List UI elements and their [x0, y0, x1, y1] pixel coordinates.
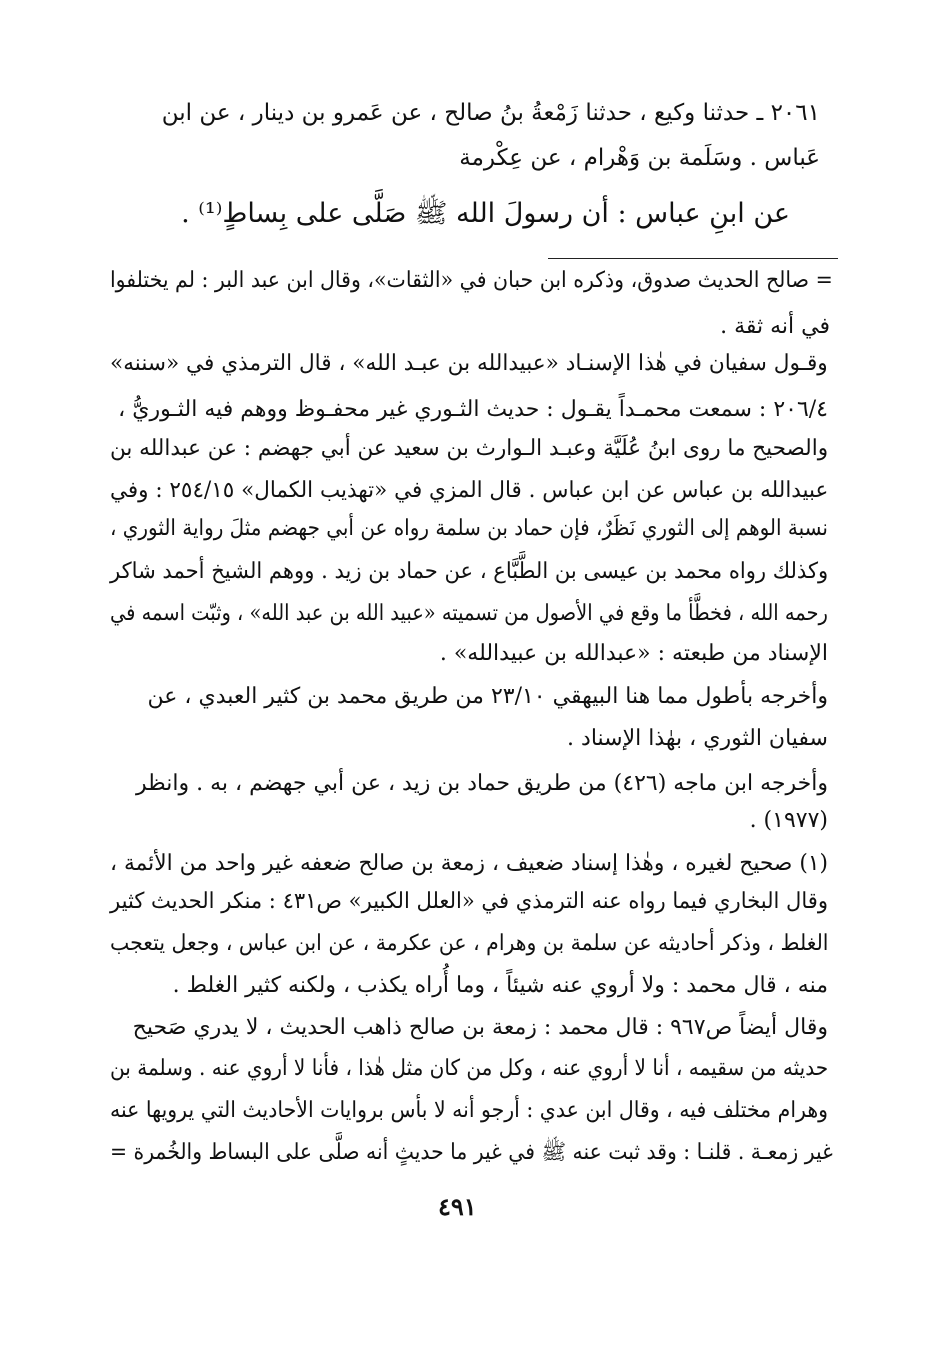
hadith-isnad-line-1: ٢٠٦١ ـ حدثنا وكيع ، حدثنا زَمْعةُ بنُ صالح ، عن عَمرو بن دينار ، عن ابن [161, 100, 820, 126]
footnote-1-line: وقال البخاري فيما رواه عنه الترمذي في «العلل الكبير» ص٤٣١ : منكر الحديث كثير [110, 889, 828, 914]
note-line: وأخرجه ابن ماجه (٤٢٦) من طريق حماد بن زيد ، عن أبي جهضم ، به . وانظر [136, 771, 828, 796]
note-line: وكذلك رواه محمد بن عيسى بن الطَّبَّاع ، عن حماد بن زيد . ووهم الشيخ أحمد شاكر [109, 559, 828, 584]
footnote-1-line: وقال أيضاً ص٩٦٧ : قال محمد : زمعة بن صالح ذاهب الحديث ، لا يدري صَحيح [132, 1015, 828, 1040]
note-line: الإسناد من طبعته : «عبدالله بن عبيدالله» . [439, 641, 828, 666]
note-line: رحمه الله ، فخطَّأ ما وقع في الأصول من تسميته «عبيد الله بن عبد الله» ، وثبّت اسمه في [110, 601, 828, 626]
note-line: وقـول سفيان في هٰذا الإسنـاد «عبيدالله بن عبـد الله» ، قال الترمذي في «سننه» [110, 351, 828, 376]
footnote-1-line: حديثه من سقيمه ، أنا لا أروي عنه ، وكل من كان مثل هٰذا ، فأنا لا أروي عنه . وسلمة بن [109, 1056, 828, 1081]
note-line: ٢٠٦/٤ : سمعت محمـداً يقـول : حديث الثـوري غير محفـوظ ووهم فيه الثـوريُّ ، [118, 397, 828, 422]
footnote-1-line: غير زمعـة . قلنـا : وقد ثبت عنه ﷺ في غير ما حديثٍ أنه صلَّى على البساط والخُمرة = [110, 1140, 833, 1165]
note-line: (١٩٧٧) . [749, 808, 828, 833]
note-line: والصحيح ما روى ابنُ عُلَيَّة وعبـد الـوارث بن سعيد عن أبي جهضم : عن عبدالله بن [109, 436, 828, 461]
note-line: وأخرجه بأطول مما هنا البيهقي ٢٣/١٠ من طريق محمد بن كثير العبدي ، عن [147, 684, 828, 709]
note-line: في أنه ثقة . [720, 314, 830, 339]
hadith-matn: عن ابنِ عباس : أن رسولَ الله ﷺ صَلَّى على بِساطٍ⁽¹⁾ . [181, 198, 790, 229]
footnote-1-line: منه ، قال محمد : ولا أروي عنه شيئاً ، وما أُراه يكذب ، ولكنه كثير الغلط . [172, 973, 828, 998]
footnote-1-line: وهرام مختلف فيه ، وقال ابن عدي : أرجو أنه لا بأس بروايات الأحاديث التي يرويها عنه [109, 1098, 828, 1123]
footnote-1-line: (١) صحيح لغيره ، وهٰذا إسناد ضعيف ، زمعة بن صالح ضعفه غير واحد من الأئمة ، [109, 851, 828, 876]
note-line: نسبة الوهم إلى الثوري نَظَرٌ، فإن حماد بن سلمة رواه عن أبي جهضم مثلَ رواية الثوري ، [110, 516, 828, 541]
page-number: ٤٩١ [438, 1192, 477, 1221]
note-line: سفيان الثوري ، بهٰذا الإسناد . [567, 726, 828, 751]
footnote-separator [548, 258, 838, 259]
footnote-1-line: الغلط ، وذكر أحاديثه عن سلمة بن وهرام ، عن عكرمة ، عن ابن عباس ، وجعل يتعجب [109, 931, 828, 956]
hadith-isnad-line-2: عَباس . وسَلَمة بن وَهْرام ، عن عِكْرمة [459, 145, 820, 171]
note-line: = صالح الحديث صدوق، وذكره ابن حبان في «الثقات»، وقال ابن عبد البر : لم يختلفوا [110, 268, 833, 293]
note-line: عبيدالله بن عباس عن ابن عباس . قال المزي في «تهذيب الكمال» ٢٥٤/١٥ : وفي [109, 478, 828, 503]
